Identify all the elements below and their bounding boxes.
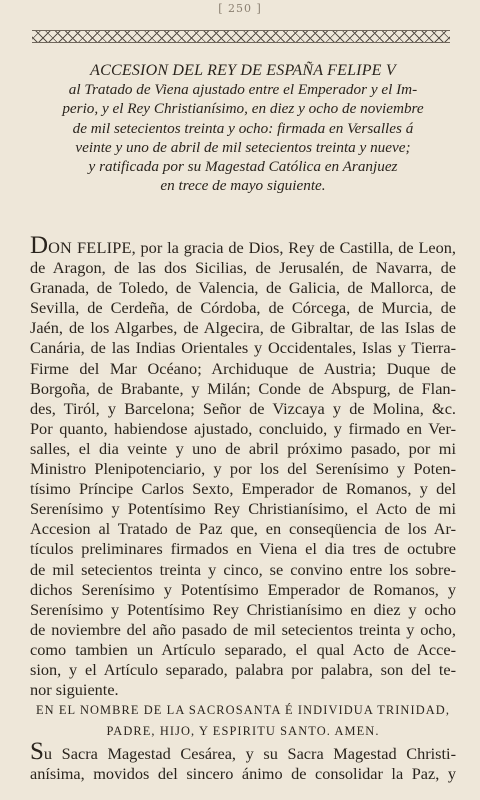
body-line: des, Tiról, y Barcelona; Señor de Vizcaya y de Molina, &c.	[30, 398, 456, 418]
body-line: Firme del Mar Océano; Archiduque de Austria; Duque de	[30, 358, 456, 378]
body-line: sion, y el Artículo separado, palabra por palabra, son del te-	[30, 659, 456, 679]
body-line: Sevilla, de Cerdeña, de Córdoba, de Córcega, de Murcia, de	[30, 298, 456, 318]
decorative-border-ornament	[32, 30, 450, 43]
body-line: nor siguiente.	[30, 680, 119, 700]
body-line: Accesion al Tratado de Paz que, en conseqüencia de los Ar-	[30, 519, 456, 539]
drop-cap: D	[30, 232, 49, 259]
title-line-3: perio, y el Rey Christianísimo, en diez y ocho de noviembre	[62, 100, 424, 118]
body-line: Jaén, de los Algarbes, de Algecira, de Gibraltar, de las Islas de	[30, 318, 456, 338]
title-line-5: veinte y uno de abril de mil setecientos treinta y nueve;	[75, 138, 411, 156]
body-line: Por quanto, habiendose ajustado, concluido, y firmado en Ver-	[30, 418, 456, 438]
title-line-4: de mil setecientos treinta y ocho: firmada en Versalles á	[72, 119, 414, 137]
drop-cap: S	[30, 738, 44, 765]
title-line-6: y ratificada por su Magestad Católica en Aranjuez	[88, 158, 398, 176]
body-line: como tambien un Artículo separado, el qual Acto de Acce-	[30, 639, 456, 659]
body-line: Borgoña, de Brabante, y Milán; Conde de Abspurg, de Flan-	[30, 378, 456, 398]
body-line: dichos Serenísimo y Potentísimo Emperador de Romanos, y	[30, 579, 456, 599]
page-number: [ 250 ]	[218, 2, 262, 15]
body-line: Serenísimo y Potentísimo Rey Christianísimo en diez y ocho	[30, 599, 456, 619]
title-line-1: ACCESION DEL REY DE ESPAÑA FELIPE V	[90, 62, 396, 79]
body-line: tículos preliminares firmados en Viena el dia tres de octubre	[30, 539, 456, 559]
body-paragraph	[30, 233, 456, 700]
closing-line-1-text: u Sacra Magestad Cesárea, y su Sacra Magestad Christi-	[43, 744, 456, 763]
body-line: de noviembre del año pasado de mil setecientos treinta y ocho,	[30, 619, 456, 639]
body-line: de mil setecientos treinta y cinco, se convino entre los sobre-	[30, 559, 456, 579]
body-line: Canária, de las Indias Orientales y Occidentales, Islas y Tierra-	[30, 338, 456, 358]
body-line: Granada, de Toledo, de Valencia, de Galicia, de Mallorca, de	[30, 278, 456, 298]
document-title	[30, 61, 456, 195]
body-line: Ministro Plenipotenciario, y por los del Serenísimo y Poten-	[30, 459, 456, 479]
closing-line-2: anísima, movidos del sincero ánimo de consolidar la Paz, y	[30, 764, 456, 784]
closing-paragraph	[30, 739, 456, 784]
closing-line-1	[30, 739, 456, 764]
invocation-line-1: EN EL NOMBRE DE LA SACROSANTA É INDIVIDUA TRINIDAD,	[35, 703, 451, 717]
title-line-2: al Tratado de Viena ajustado entre el Emperador y el Im-	[68, 81, 418, 99]
body-line-1-text: , por la gracia de Dios, Rey de Castilla, de Leon,	[131, 238, 456, 257]
body-line: salles, el dia veinte y uno de abril próximo pasado, por mi	[30, 438, 456, 458]
invocation-line-2: PADRE, HIJO, Y ESPIRITU SANTO. AMEN.	[106, 724, 380, 738]
body-line-1	[30, 233, 456, 258]
king-name: ON FELIPE	[48, 238, 132, 257]
body-line: tísimo Príncipe Carlos Sexto, Emperador de Romanos, y del	[30, 479, 456, 499]
body-line: de Aragon, de las dos Sicilias, de Jerusalén, de Navarra, de	[30, 258, 456, 278]
invocation-heading	[30, 700, 456, 742]
title-line-7: en trece de mayo siguiente.	[160, 177, 326, 195]
body-line: Serenísimo y Potentísimo Rey Christianísimo, el Acto de mi	[30, 499, 456, 519]
